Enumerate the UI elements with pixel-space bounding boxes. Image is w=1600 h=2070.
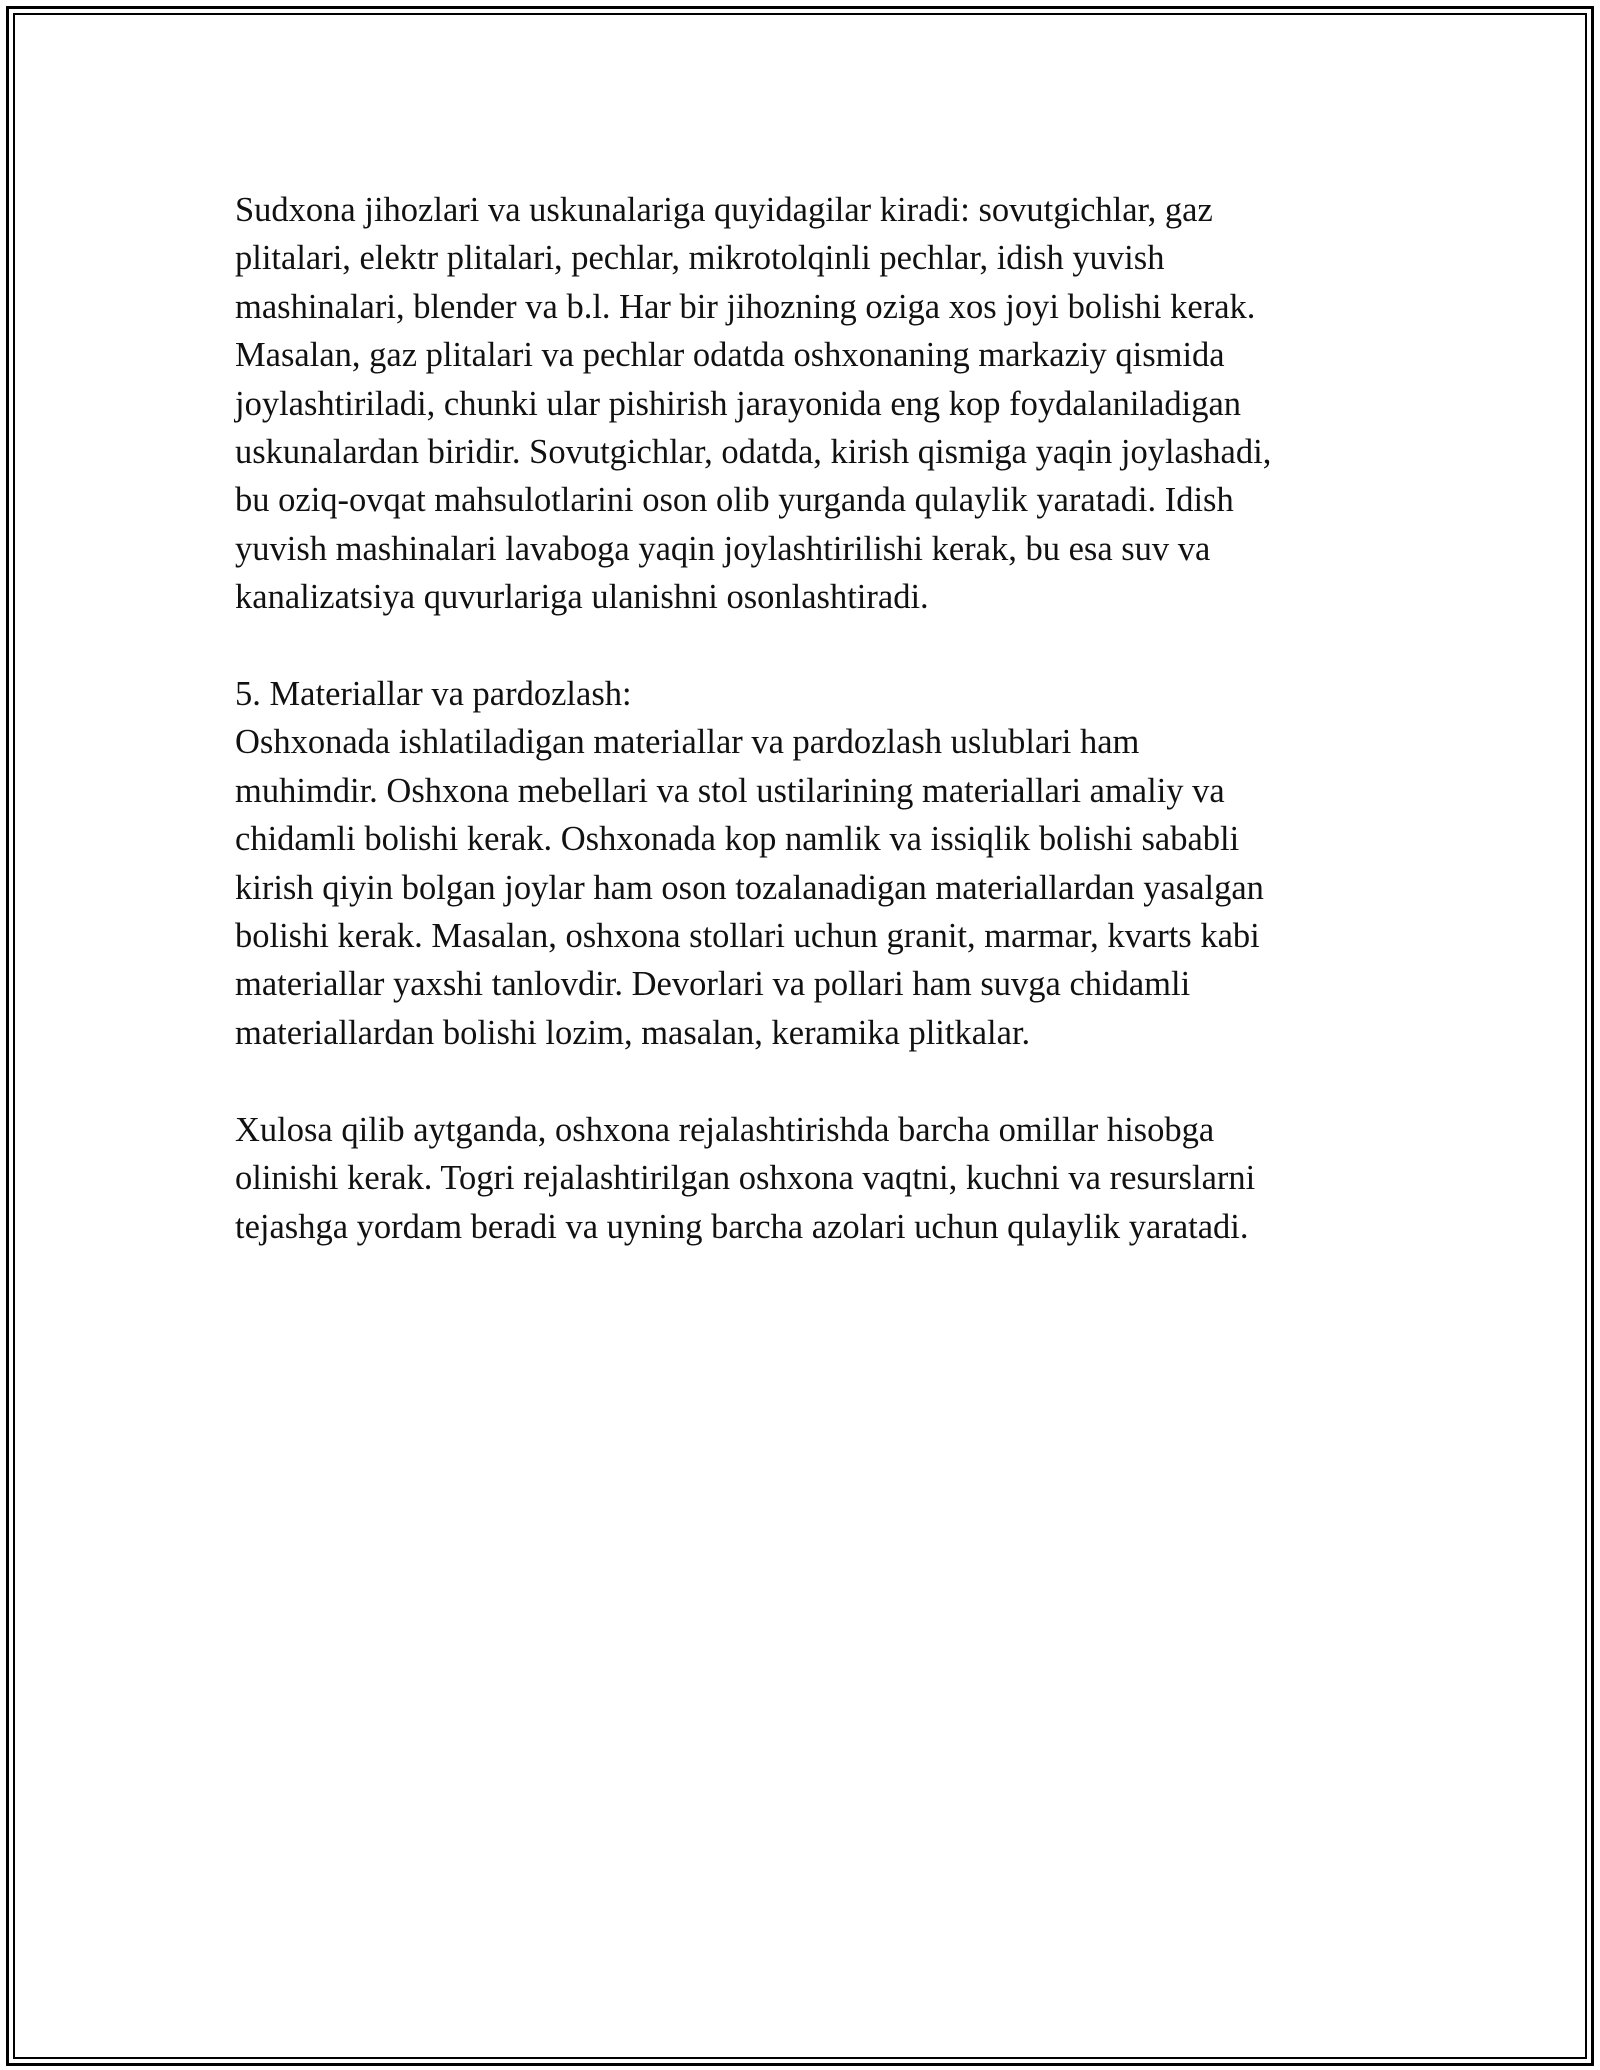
paragraph-materials-and-finishing: 5. Materiallar va pardozlash: Oshxonada ishlatiladigan materiallar va pardozlash uslublari ham muhimdir. Oshxona mebellari va stol ustilarining materiallari amaliy va chidamli bolishi kerak. Oshxonada kop namlik va issiqlik bolishi sababli kirish qiyin bolgan joylar ham oson tozalanadigan materiallardan yasalgan bolishi kerak. Masalan, oshxona stollari uchun granit, marmar, kvarts kabi materiallar yaxshi tanlovdir. Devorlari va pollari ham suvga chidamli materiallardan bolishi lozim, masalan, keramika plitkalar. [235,675,1264,1052]
paragraph-kitchen-equipment: Sudxona jihozlari va uskunalariga quyidagilar kiradi: sovutgichlar, gaz plitalari, elektr plitalari, pechlar, mikrotolqinli pechlar, idish yuvish mashinalari, blender va b.l. Har bir jihozning oziga xos joyi bolishi kerak. Masalan, gaz plitalari va pechlar odatda oshxonaning markaziy qismida joylashtiriladi, chunki ular pishirish jarayonida eng kop foydalaniladigan uskunalardan biridir. Sovutgichlar, odatda, kirish qismiga yaqin joylashadi, bu oziq-ovqat mahsulotlarini oson olib yurganda qulaylik yaratadi. Idish yuvish mashinalari lavaboga yaqin joylashtirilishi kerak, bu esa suv va kanalizatsiya quvurlariga ulanishni osonlashtiradi. [235,191,1272,617]
paragraph-spacer [235,622,1365,670]
paragraph-spacer [235,1057,1365,1105]
document-body [235,186,1365,1251]
paragraph-conclusion: Xulosa qilib aytganda, oshxona rejalashtirishda barcha omillar hisobga olinishi kerak. Togri rejalashtirilgan oshxona vaqtni, kuchni va resurslarni tejashga yordam beradi va uyning barcha azolari uchun qulaylik yaratadi. [235,1110,1256,1246]
